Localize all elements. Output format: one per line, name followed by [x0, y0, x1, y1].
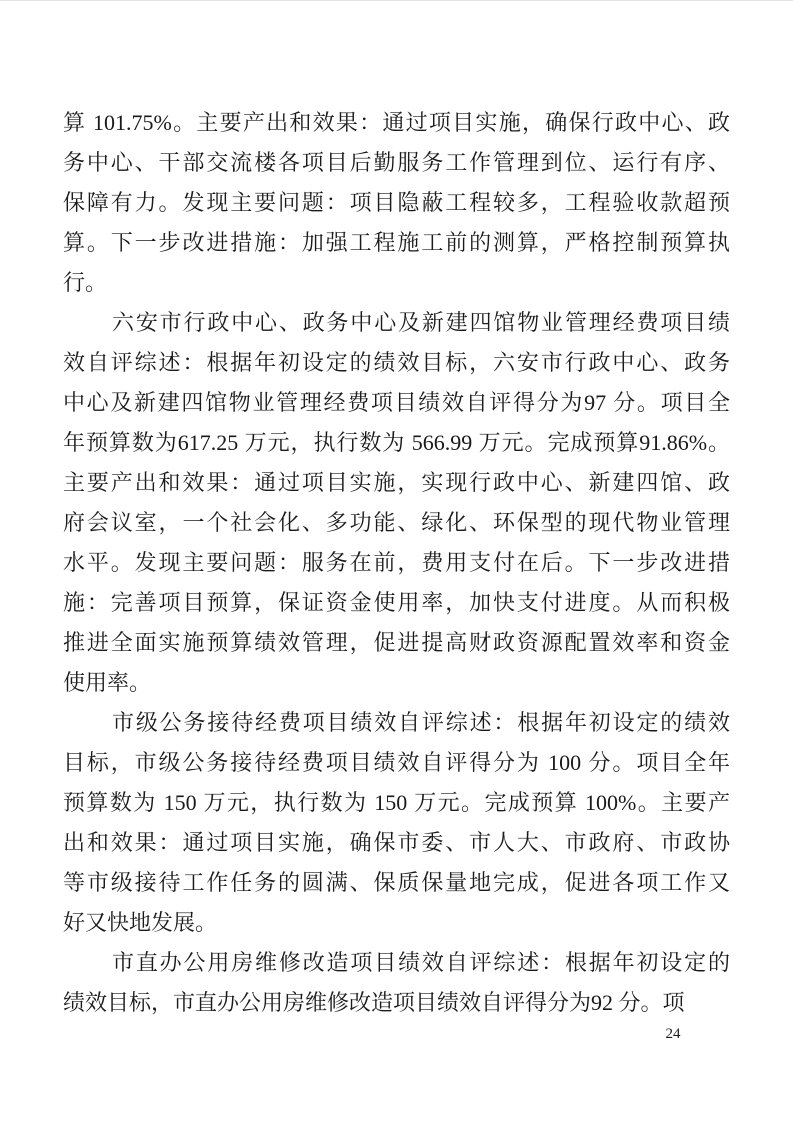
text-line: 等市级接待工作任务的圆满、保质保量地完成，促进各项工作又: [63, 870, 730, 895]
text-line: 目标，市级公务接待经费项目绩效自评得分为 100 分。项目全年: [63, 750, 730, 775]
text-line: 水平。发现主要问题：服务在前，费用支付在后。下一步改进措: [63, 550, 730, 575]
text-line: 推进全面实施预算绩效管理，促进提高财政资源配置效率和资金: [63, 630, 730, 655]
text-line: 算。下一步改进措施：加强工程施工前的测算，严格控制预算执: [63, 230, 730, 255]
text-line: 施：完善项目预算，保证资金使用率，加快支付进度。从而积极: [63, 590, 730, 615]
text-line: 出和效果：通过项目实施，确保市委、市人大、市政府、市政协: [63, 830, 730, 855]
document-body: [63, 103, 730, 1023]
text-line: 绩效目标，市直办公用房维修改造项目绩效自评得分为92 分。项: [63, 990, 685, 1015]
text-line: 市直办公用房维修改造项目绩效自评综述：根据年初设定的: [112, 950, 730, 975]
text-line: 好又快地发展。: [63, 910, 218, 935]
text-line: 行。: [63, 270, 108, 295]
page-number: 24: [665, 1026, 681, 1042]
text-line: 六安市行政中心、政务中心及新建四馆物业管理经费项目绩: [112, 310, 730, 335]
text-line: 务中心、干部交流楼各项目后勤服务工作管理到位、运行有序、: [63, 150, 730, 175]
text-line: 效自评综述：根据年初设定的绩效目标，六安市行政中心、政务: [63, 350, 730, 375]
text-line: 市级公务接待经费项目绩效自评综述：根据年初设定的绩效: [112, 710, 730, 735]
text-line: 保障有力。发现主要问题：项目隐蔽工程较多，工程验收款超预: [63, 190, 730, 215]
text-line: 中心及新建四馆物业管理经费项目绩效自评得分为97 分。项目全: [63, 390, 730, 415]
text-line: 预算数为 150 万元，执行数为 150 万元。完成预算 100%。主要产: [63, 790, 730, 815]
text-line: 府会议室，一个社会化、多功能、绿化、环保型的现代物业管理: [63, 510, 730, 535]
text-line: 年预算数为617.25 万元，执行数为 566.99 万元。完成预算91.86%。: [63, 430, 730, 455]
text-line: 使用率。: [63, 670, 152, 695]
text-line: 算 101.75%。主要产出和效果：通过项目实施，确保行政中心、政: [63, 110, 730, 135]
text-line: 主要产出和效果：通过项目实施，实现行政中心、新建四馆、政: [63, 470, 730, 495]
